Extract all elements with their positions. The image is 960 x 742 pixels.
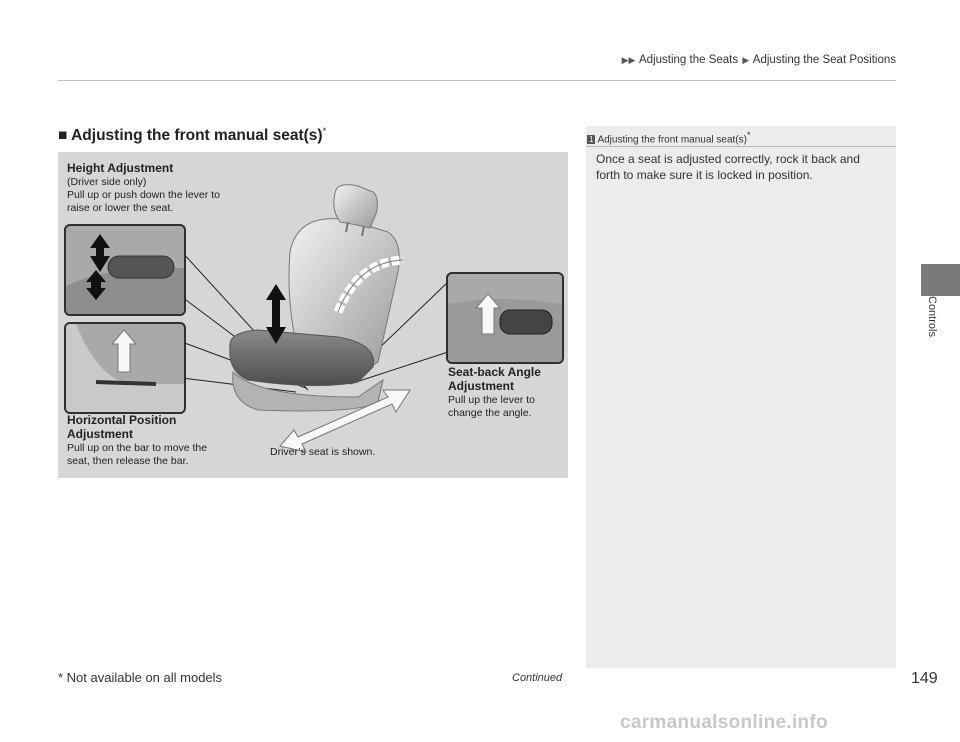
seat-illustration — [58, 152, 568, 478]
note-panel — [586, 126, 896, 668]
continued-label: Continued — [512, 672, 563, 684]
seatback-angle-label — [448, 366, 566, 420]
horizontal-position-label — [67, 414, 232, 468]
note-icon: 1 — [589, 135, 594, 145]
horizontal-position-title-2: Adjustment — [67, 427, 133, 441]
note-title-text: Adjusting the front manual seat(s) — [597, 134, 747, 146]
note-asterisk: * — [746, 130, 751, 140]
asterisk-mark: * — [322, 126, 327, 136]
note-divider — [586, 146, 896, 147]
height-lever-inset — [64, 224, 186, 316]
section-title — [58, 126, 326, 145]
chapter-tab[interactable] — [921, 264, 960, 296]
breadcrumb-arrow-icon: ▶▶ — [621, 55, 636, 65]
horizontal-position-title-1: Horizontal Position — [67, 413, 177, 427]
note-title — [587, 130, 751, 145]
page-number: 149 — [911, 670, 938, 687]
footnote: * Not available on all models — [58, 670, 223, 685]
height-adjustment-sub: (Driver side only) — [67, 176, 147, 188]
height-adjustment-title: Height Adjustment — [67, 161, 174, 175]
section-marker-icon: ■ — [58, 127, 68, 145]
breadcrumb — [621, 54, 896, 66]
seatback-angle-title-1: Seat-back Angle — [448, 365, 541, 379]
breadcrumb-arrow-icon: ▶ — [742, 55, 750, 65]
breadcrumb-section[interactable]: Adjusting the Seats — [639, 54, 739, 66]
horizontal-position-desc: Pull up on the bar to move the seat, then release the bar. — [67, 442, 208, 467]
note-body: Once a seat is adjusted correctly, rock it back and forth to make sure it is locked in position. — [596, 152, 860, 182]
seatback-angle-desc: Pull up the lever to change the angle. — [448, 394, 535, 419]
breadcrumb-page: Adjusting the Seat Positions — [752, 54, 896, 66]
illustration-caption: Driver’s seat is shown. — [270, 446, 376, 458]
watermark: carmanualsonline.info — [620, 712, 828, 733]
seatback-angle-title-2: Adjustment — [448, 379, 514, 393]
header-divider — [58, 80, 896, 81]
height-adjustment-desc: Pull up or push down the lever to raise or lower the seat. — [67, 189, 220, 214]
height-adjustment-label — [67, 162, 227, 215]
section-title-text: Adjusting the front manual seat(s) — [71, 127, 323, 145]
seatback-lever-inset — [446, 272, 564, 364]
chapter-tab-label: Controls — [926, 296, 938, 337]
horizontal-bar-inset — [64, 322, 186, 414]
